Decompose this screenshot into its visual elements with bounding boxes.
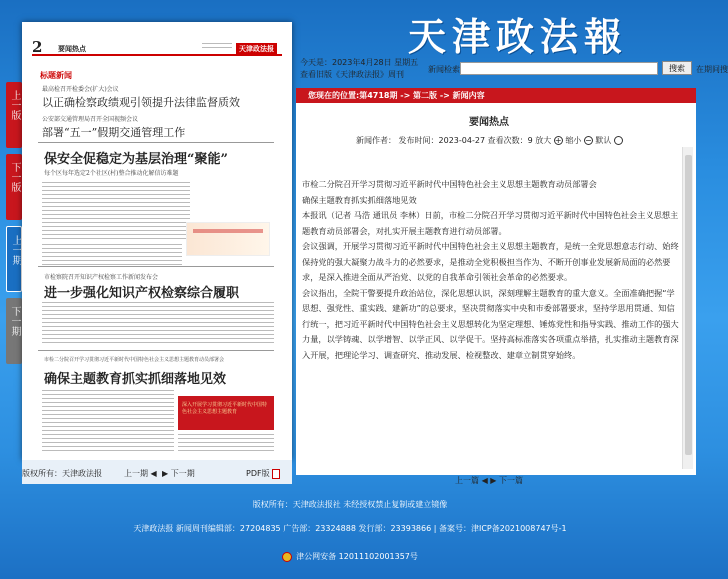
next-issue-link[interactable] xyxy=(162,468,195,479)
zoom-out-icon[interactable]: − xyxy=(585,136,592,145)
article-text-block xyxy=(42,302,274,346)
banner-text: 深入开展学习贯彻习近平新时代中国特色社会主义思想主题教育 xyxy=(182,402,268,415)
headline-sub-5[interactable]: 市检二分院召开学习贯彻习近平新时代中国特色社会主义思想主题教育动员部署会 xyxy=(44,357,225,363)
pdf-link-label: PDF版 xyxy=(246,469,270,478)
newspaper-page[interactable] xyxy=(22,22,292,460)
page-number: 2 xyxy=(32,38,43,56)
site-logo: 天津政法報 xyxy=(408,14,629,59)
search-in-period[interactable]: 在期间搜 xyxy=(696,65,728,74)
headline-4[interactable]: 进一步强化知识产权检察综合履职 xyxy=(44,286,240,301)
headline-sub-2[interactable]: 公安部交通管理局召开全国视频会议 xyxy=(42,116,139,123)
paper-copyright: 版权所有：天津政法报 xyxy=(22,469,102,478)
article-paragraph: 本报讯（记者 马浩 通讯员 李林）日前，市检二分院召开学习贯彻习近平新时代中国特色社会主义思想主题教育动员部署会，对扎实开展主题教育进行动员部署。 xyxy=(302,210,679,236)
divider xyxy=(38,266,274,267)
prev-issue-label: 上一期 xyxy=(10,235,21,265)
prev-issue-link-label: 上一期 xyxy=(124,469,148,478)
article-text-block xyxy=(42,182,190,242)
breadcrumb: 您现在的位置:第4718期 -> 第二版 -> 新闻内容 xyxy=(296,88,696,103)
page-masthead: 天津政法报 xyxy=(236,43,277,55)
photo-image xyxy=(186,222,270,256)
search-label: 新闻检索 xyxy=(428,65,460,74)
next-issue-link-label: 下一期 xyxy=(170,469,195,478)
article-paragraph: 会议指出，全院干警要提升政治站位，深化思想认识，深刻理解主题教育的重大意义。全面准确把握“学思想、强党性、重实践、建新功”的总要求，坚决贯彻落实中央和市委部署要求，坚持学思用贯通、知信行统一，把习近平新时代中国特色社会主义思想转化为坚定理想、锤炼党性和指导实践、推动工作的强大力量，以学铸魂、以学增智、以学正风、以学促干。坚持高标准落实各项重点举措，扎实推动主题教育深入开展，把理论学习、调查研究、推动发展、检视整改、建章立制贯穿始终。 xyxy=(302,287,679,360)
shrink-label: 缩小 xyxy=(565,136,582,145)
headline-sub-3[interactable]: 每个区每年选定2个社区(村)整合推动化解信访难题 xyxy=(44,170,179,177)
article-panel xyxy=(296,103,696,485)
article-meta-text: 新闻作者： 发布时间：2023-04-27 查看次数：9 放大 xyxy=(356,136,552,145)
pdf-icon xyxy=(272,469,280,479)
default-label: 默认 xyxy=(595,136,612,145)
article-body xyxy=(302,177,680,363)
article-headline-2: 确保主题教育抓实抓细落地见效 xyxy=(302,194,417,205)
search-input[interactable] xyxy=(460,62,658,75)
next-article-link[interactable]: 下一篇 xyxy=(498,476,523,485)
footer-contacts: 天津政法报 新闻周刊编辑部：27204835 广告部：23324888 发行部：23393866 | 备案号：津ICP备2021008747号-1 xyxy=(133,524,567,533)
prev-issue-tab[interactable] xyxy=(6,226,22,292)
article-headline-1: 市检二分院召开学习贯彻习近平新时代中国特色社会主义思想主题教育动员部署会 xyxy=(302,179,597,189)
article-section-title: 要闻热点 xyxy=(469,117,509,128)
article-text-block xyxy=(178,434,274,454)
zoom-in-icon[interactable]: + xyxy=(554,136,562,145)
prev-edition-tab[interactable] xyxy=(6,82,22,148)
prev-article-link[interactable]: 上一篇 xyxy=(455,476,480,485)
next-edition-tab[interactable] xyxy=(6,154,22,220)
today-date: 今天是：2023年4月28日 星期五 xyxy=(300,58,419,67)
article-text-block xyxy=(42,244,182,268)
divider xyxy=(38,142,274,143)
banner-image xyxy=(178,396,274,430)
arrow-right-icon: ▶ xyxy=(490,476,497,485)
search-button[interactable]: 搜索 xyxy=(662,61,692,75)
article-nav xyxy=(296,475,682,486)
article-paragraph: 会议强调，开展学习贯彻习近平新时代中国特色社会主义思想主题教育，是统一全党思想意志行动、始终保持党的强大凝聚力战斗力的必然要求，是推动全党积极担当作为、不断开创事业发展新局面的必然要求，是深入推进全面从严治党、以党的自我革命引领社会革命的必然要求。 xyxy=(302,241,679,282)
article-meta xyxy=(356,135,623,146)
paper-nav-bar xyxy=(22,460,292,484)
prev-edition-label: 上一版 xyxy=(9,90,20,120)
headline-2[interactable]: 部署“五一”假期交通管理工作 xyxy=(42,126,186,139)
headline-3[interactable]: 保安全促稳定为基层治理“聚能” xyxy=(44,152,228,167)
page-date-block xyxy=(202,43,232,51)
arrow-right-icon: ▶ xyxy=(162,469,169,478)
header-info xyxy=(300,57,418,81)
arrow-left-icon: ◀ xyxy=(150,469,157,478)
archive-link[interactable]: 查看旧版《天津政法报》周刊 xyxy=(300,70,404,79)
next-issue-label: 下一期 xyxy=(9,306,20,336)
scrollbar-thumb[interactable] xyxy=(685,155,692,455)
pdf-link[interactable] xyxy=(246,468,280,479)
police-badge-icon xyxy=(282,552,292,562)
footer-police[interactable] xyxy=(0,551,700,562)
headline-5[interactable]: 确保主题教育抓实抓细落地见效 xyxy=(44,372,227,387)
divider xyxy=(38,350,274,351)
headline-sub-1[interactable]: 最高检召开检委会(扩大)会议 xyxy=(42,86,119,93)
scrollbar[interactable] xyxy=(682,147,693,469)
headline-1[interactable]: 以正确检察政绩观引领提升法律监督质效 xyxy=(42,96,240,109)
headline-sub-4[interactable]: 市检察院召开知识产权检察工作新闻发布会 xyxy=(44,274,159,281)
reset-zoom-icon[interactable] xyxy=(614,136,623,145)
headline-tag[interactable]: 标题新闻 xyxy=(40,70,72,80)
page-section: 要闻热点 xyxy=(58,45,86,53)
arrow-left-icon: ◀ xyxy=(481,476,488,485)
footer-copyright: 版权所有：天津政法报社 未经授权禁止复制或建立镜像 xyxy=(252,500,448,509)
next-issue-tab[interactable] xyxy=(6,298,22,364)
footer-police-label: 津公网安备 12011102001357号 xyxy=(296,552,418,561)
next-edition-label: 下一版 xyxy=(9,162,20,192)
prev-issue-link[interactable] xyxy=(124,468,157,479)
article-text-block xyxy=(42,390,174,452)
